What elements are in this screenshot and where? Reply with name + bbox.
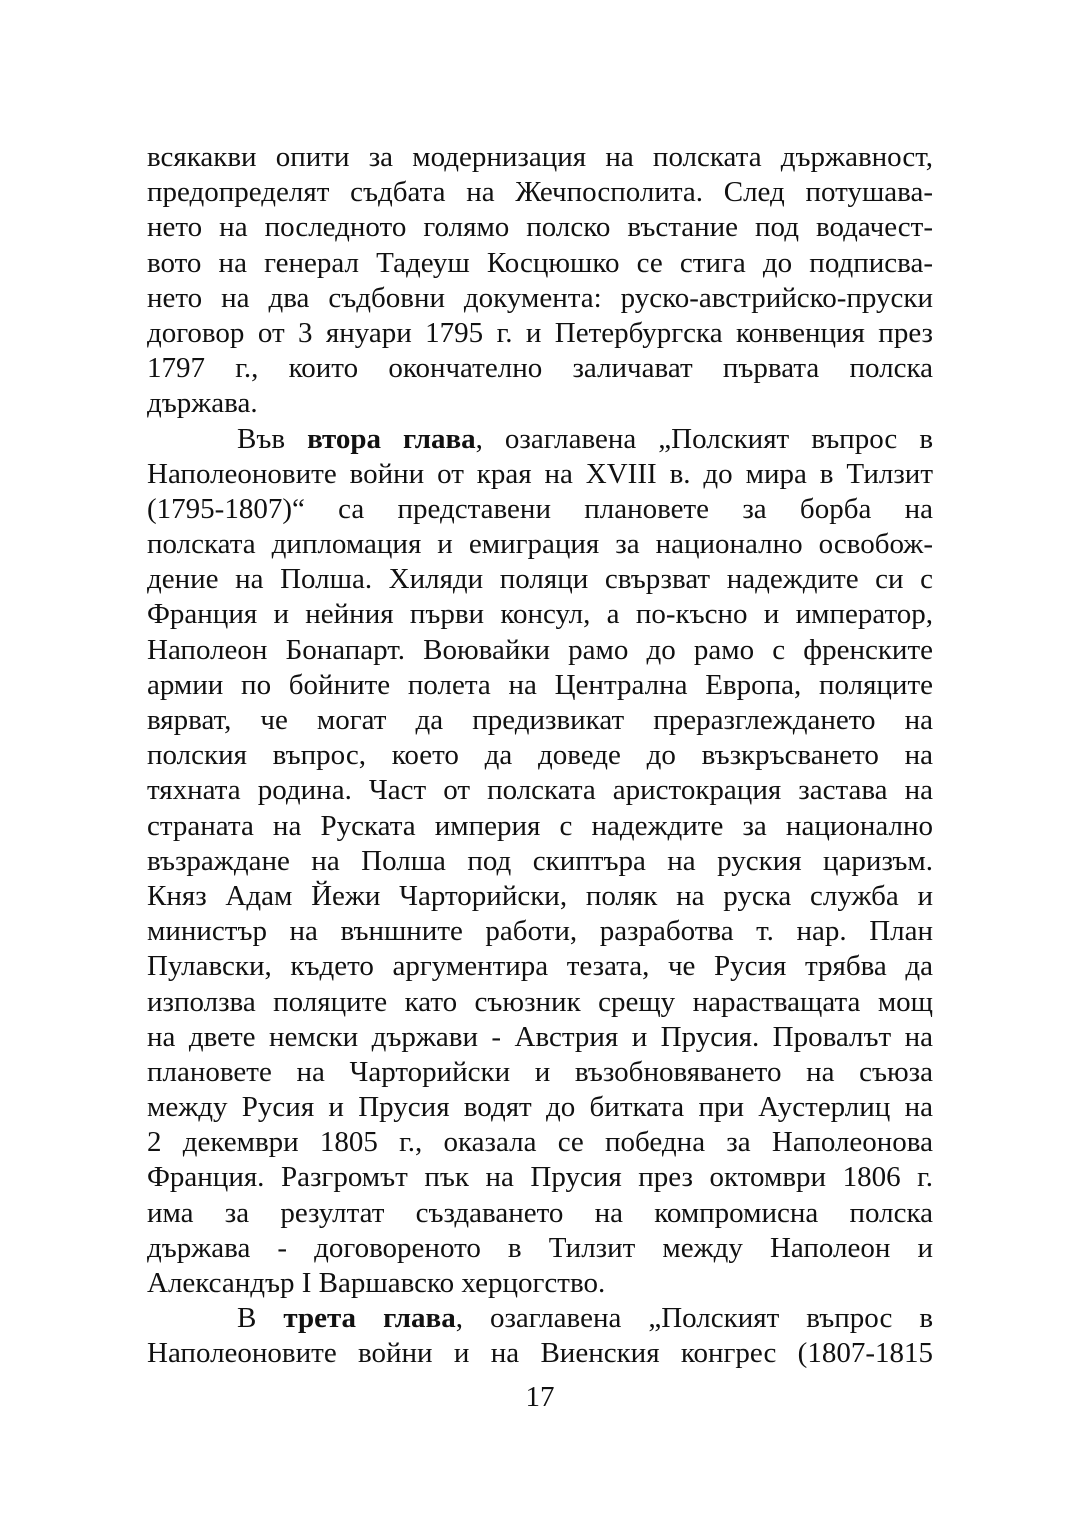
text-line: [147, 246, 933, 281]
text-line: [147, 633, 933, 668]
text-line: [147, 1055, 933, 1090]
text-line: [147, 1266, 933, 1301]
text-line: [147, 175, 933, 210]
text-line: [147, 597, 933, 632]
text-line: [147, 1301, 933, 1336]
page-number: 17: [525, 1381, 555, 1413]
text-line: [147, 386, 933, 421]
text-line: [147, 1336, 933, 1371]
text-segment: Наполеоновите войни от края на XVIII в. до мира в Тилзит: [147, 457, 933, 490]
text-line: [147, 914, 933, 949]
text-segment: всякакви опити за модернизация на полската държавност,: [147, 141, 933, 173]
text-line: [147, 949, 933, 984]
bold-text: втора глава: [307, 422, 476, 455]
text-line: [147, 1090, 933, 1125]
text-segment: нето на последното голямо полско въстание под водачест-: [147, 211, 933, 244]
text-segment: страната на Руската империя с надеждите за национално: [147, 809, 933, 842]
text-segment: Наполеоновите войни и на Виенския конгрес (1807-1815: [147, 1337, 933, 1370]
text-segment: Александър I Варшавско херцогство.: [147, 1267, 606, 1299]
text-segment: тяхната родина. Част от полската аристокрация застава на: [147, 774, 933, 807]
text-segment: , озаглавена „Полският въпрос в: [475, 422, 934, 455]
text-line: [147, 281, 933, 316]
text-segment: предопределят съдбата на Жечпосполита. След потушава-: [147, 176, 933, 209]
text-segment: армии по бойните полета на Централна Европа, поляците: [147, 668, 933, 701]
text-line: [147, 1020, 933, 1055]
text-segment: вото на генерал Тадеуш Косцюшко се стига до подписва-: [147, 246, 933, 279]
text-segment: полската дипломация и емиграция за национално освобож-: [147, 528, 933, 561]
text-line: [147, 1196, 933, 1231]
text-segment: Княз Адам Йежи Чарторийски, поляк на руска служба и: [147, 879, 933, 912]
text-line: [147, 1125, 933, 1160]
text-segment: нето на два съдбовни документа: руско-австрийско-пруски: [147, 281, 933, 314]
text-line: [147, 210, 933, 245]
text-line: [147, 527, 933, 562]
text-line: [147, 140, 933, 175]
text-line: [147, 1231, 933, 1266]
text-line: [147, 844, 933, 879]
text-segment: 1797 г., които окончателно заличават първата полска: [147, 352, 933, 385]
text-segment: Франция и нейния първи консул, а по-късно и император,: [147, 598, 933, 631]
text-line: [147, 457, 933, 492]
text-line: [147, 985, 933, 1020]
text-segment: полския въпрос, което да доведе до възкръсването на: [147, 739, 933, 772]
text-segment: вярват, че могат да предизвикат преразглеждането на: [147, 704, 933, 736]
text-segment: (1795-1807)“ са представени плановете за борба на: [147, 492, 933, 525]
text-segment: Франция. Разгромът пък на Прусия през октомври 1806 г.: [147, 1161, 933, 1194]
text-line: [147, 316, 933, 351]
text-segment: Пулавски, където аргументира тезата, че Русия трябва да: [147, 950, 933, 983]
text-segment: възраждане на Полша под скиптъра на руския царизъм.: [147, 844, 933, 877]
text-segment: договор от 3 януари 1795 г. и Петербургска конвенция през: [147, 316, 933, 349]
bold-text: трета глава: [283, 1302, 456, 1335]
text-line: [147, 1160, 933, 1195]
text-segment: Във: [237, 422, 308, 455]
text-line: [147, 738, 933, 773]
text-segment: В: [237, 1302, 284, 1335]
text-segment: на двете немски държави - Австрия и Прусия. Провалът на: [147, 1020, 933, 1053]
text-line: [147, 422, 933, 457]
text-line: [147, 703, 933, 738]
text-segment: Наполеон Бонапарт. Воювайки рамо до рамо с френските: [147, 633, 933, 666]
text-segment: държава - договореното в Тилзит между Наполеон и: [147, 1231, 933, 1264]
text-line: [147, 879, 933, 914]
text-line: [147, 668, 933, 703]
text-segment: държава.: [147, 387, 258, 420]
text-line: [147, 773, 933, 808]
text-segment: министър на външните работи, разработва т. нар. План: [147, 915, 933, 948]
text-line: [147, 492, 933, 527]
text-segment: използва поляците като съюзник срещу нарастващата мощ: [147, 985, 933, 1018]
body-text: [147, 140, 933, 1372]
text-segment: между Русия и Прусия водят до битката при Аустерлиц на: [147, 1091, 933, 1124]
text-line: [147, 351, 933, 386]
text-segment: плановете на Чарторийски и възобновяването на съюза: [147, 1055, 933, 1088]
text-segment: 2 декември 1805 г., оказала се победна за Наполеонова: [147, 1126, 933, 1159]
text-segment: , озаглавена „Полският въпрос в: [455, 1302, 934, 1335]
text-segment: дение на Полша. Хиляди поляци свързват надеждите си с: [147, 563, 933, 596]
text-line: [147, 809, 933, 844]
text-segment: има за резултат създаването на компромисна полска: [147, 1196, 933, 1229]
text-line: [147, 562, 933, 597]
